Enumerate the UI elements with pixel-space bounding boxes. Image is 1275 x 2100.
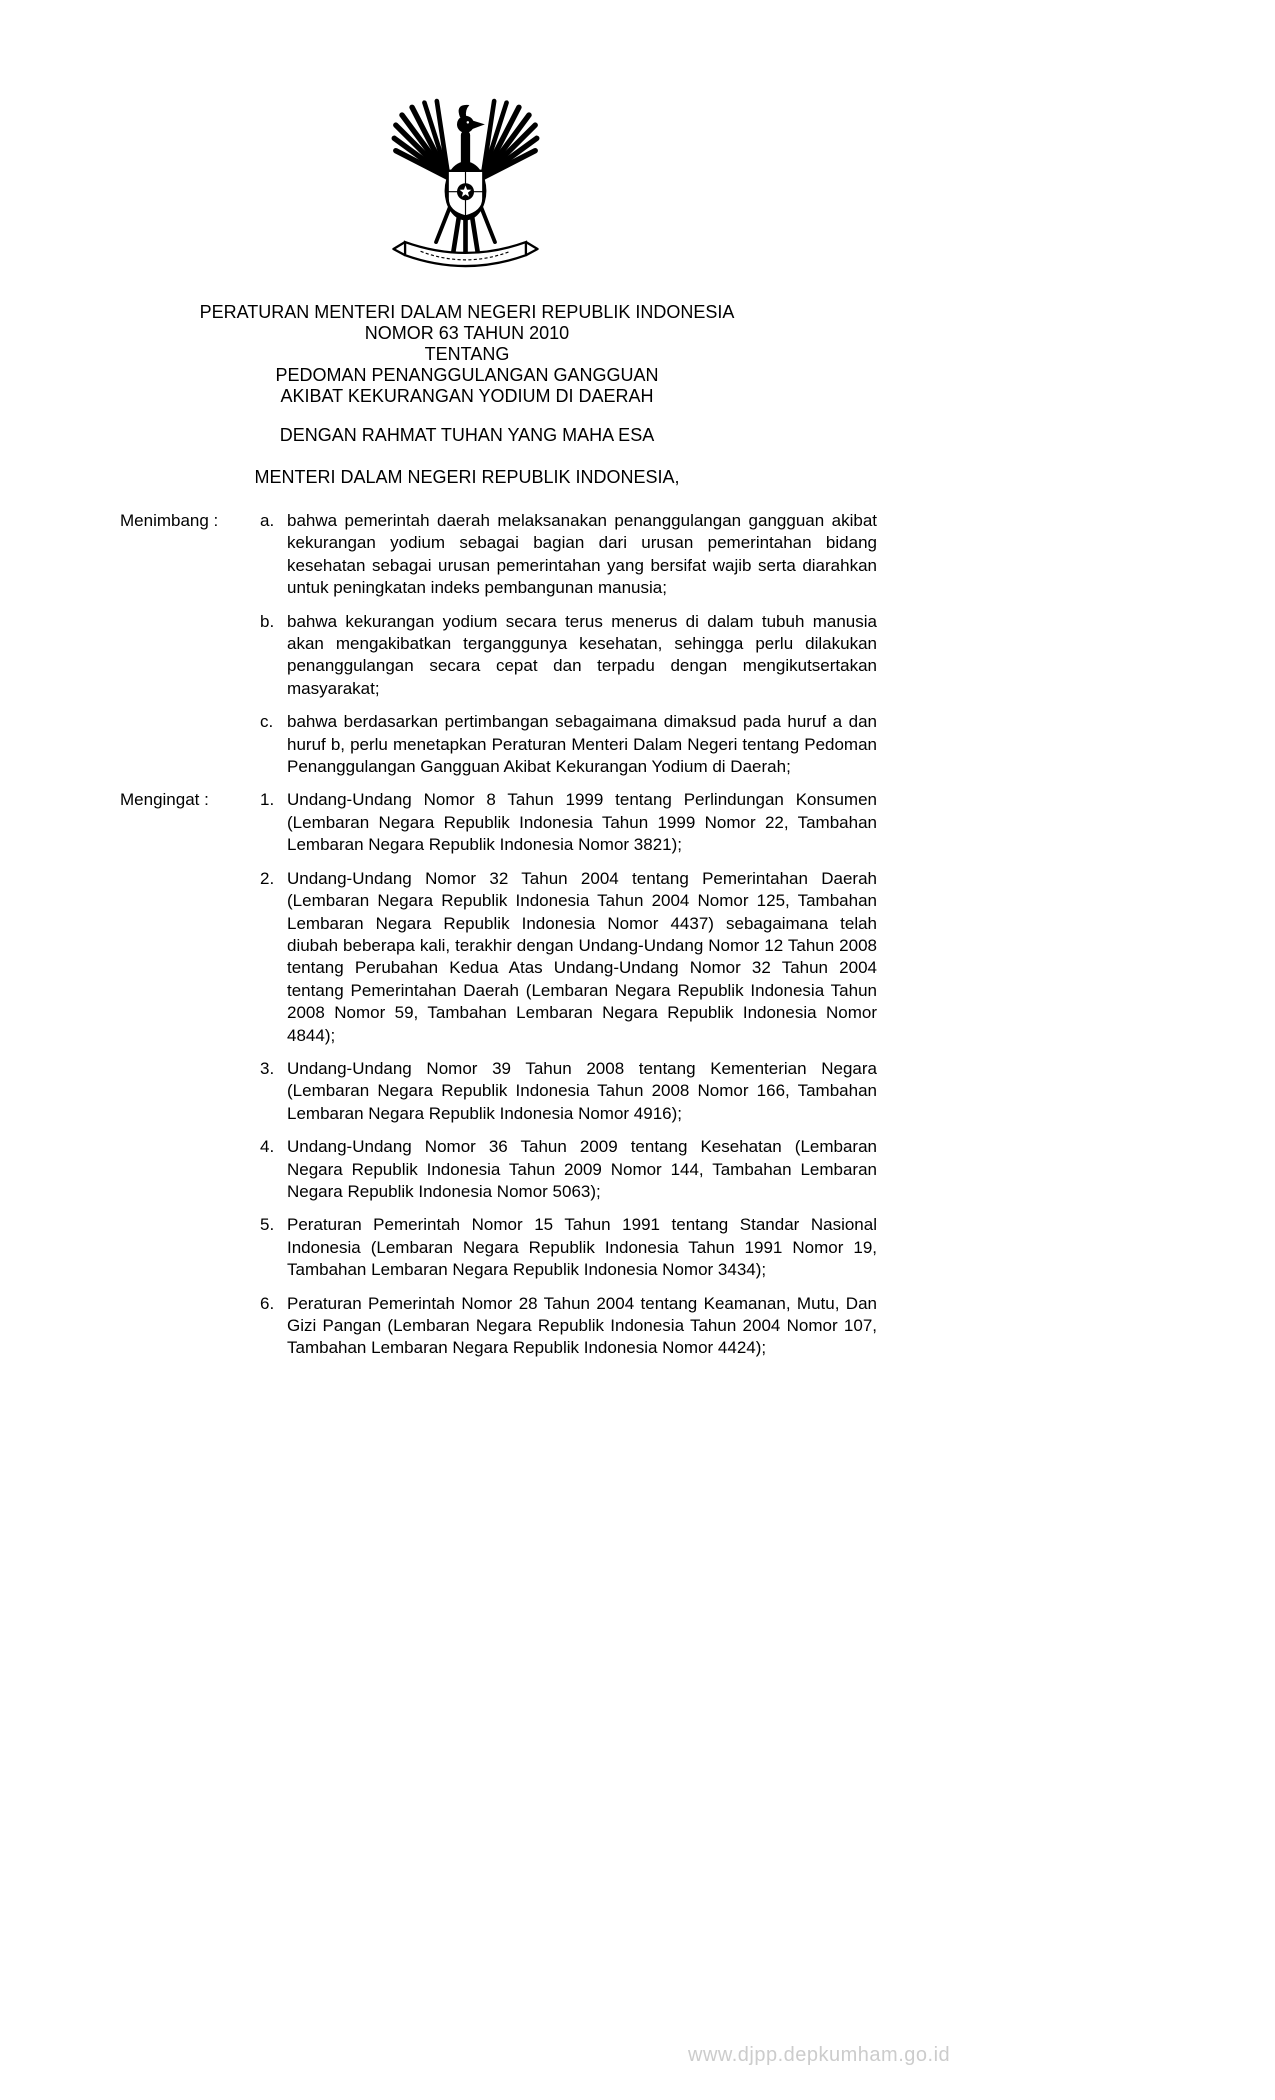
item-marker: c. (260, 712, 274, 732)
item-text: bahwa berdasarkan pertimbangan sebagaimana dimaksud pada huruf a dan huruf b, perlu menetapkan Peraturan Menteri Dalam Negeri tentang Pedoman Penanggulangan Gangguan Akibat Kekurangan Yodium di Daerah; (287, 712, 877, 777)
garuda-pancasila-icon (388, 98, 543, 280)
item-marker: b. (260, 611, 275, 631)
mengingat-item-2 (260, 868, 877, 1047)
title-line: PEDOMAN PENANGGULANGAN GANGGUAN (275, 365, 659, 385)
menimbang-label: Menimbang : (120, 511, 219, 530)
mengingat-item-4 (260, 1136, 877, 1203)
authority-line: MENTERI DALAM NEGERI REPUBLIK INDONESIA, (254, 467, 680, 487)
item-text: bahwa pemerintah daerah melaksanakan penanggulangan gangguan akibat kekurangan yodium sebagai bagian dari urusan pemerintahan bidang kesehatan sebagai urusan pemerintahan yang bersifat wajib serta diarahkan untuk peningkatan indeks pembangunan manusia; (287, 511, 877, 598)
menimbang-items (260, 510, 877, 778)
mengingat-items (260, 789, 877, 1359)
item-marker: 5. (260, 1215, 275, 1235)
mengingat-section (120, 789, 877, 1359)
garuda-pancasila-emblem (388, 98, 543, 278)
menimbang-item-b (260, 611, 877, 701)
item-marker: 4. (260, 1137, 275, 1157)
item-text: Undang-Undang Nomor 39 Tahun 2008 tentang Kementerian Negara (Lembaran Negara Republik Indonesia Tahun 2008 Nomor 166, Tambahan Lembaran Negara Republik Indonesia Nomor 4916); (287, 1058, 877, 1123)
item-text: Peraturan Pemerintah Nomor 15 Tahun 1991 tentang Standar Nasional Indonesia (Lembaran Negara Republik Indonesia Tahun 1991 Nomor 19, Tambahan Lembaran Negara Republik Indonesia Nomor 3434); (287, 1215, 877, 1280)
mengingat-label: Mengingat : (120, 790, 209, 810)
item-marker: 1. (260, 790, 275, 810)
item-text: Undang-Undang Nomor 32 Tahun 2004 tentang Pemerintahan Daerah (Lembaran Negara Republik Indonesia Tahun 2004 Nomor 125, Tambahan Lembaran Negara Republik Indonesia Nomor 4437) sebagaimana telah diubah beberapa kali, terakhir dengan Undang-Undang Nomor 12 Tahun 2008 tentang Perubahan Kedua Atas Undang-Undang Nomor 32 Tahun 2004 tentang Pemerintahan Daerah (Lembaran Negara Republik Indonesia Tahun 2008 Nomor 59, Tambahan Lembaran Negara Republik Indonesia Nomor 4844); (287, 868, 877, 1045)
item-text: Peraturan Pemerintah Nomor 28 Tahun 2004 tentang Keamanan, Mutu, Dan Gizi Pangan (Lembaran Negara Republik Indonesia Tahun 2004 Nomor 107, Tambahan Lembaran Negara Republik Indonesia Nomor 4424); (287, 1293, 877, 1358)
item-text: Undang-Undang Nomor 36 Tahun 2009 tentang Kesehatan (Lembaran Negara Republik Indonesia Tahun 2009 Nomor 144, Tambahan Lembaran Negara Republik Indonesia Nomor 5063); (287, 1137, 877, 1201)
item-marker: 2. (260, 868, 275, 888)
menimbang-section (120, 510, 877, 778)
mengingat-item-3 (260, 1058, 877, 1125)
item-marker: 6. (260, 1293, 275, 1313)
item-text: bahwa kekurangan yodium secara terus menerus di dalam tubuh manusia akan mengakibatkan terganggunya kesehatan, sehingga perlu dilakukan penanggulangan secara cepat dan terpadu dengan mengikutsertakan masyarakat; (287, 611, 877, 698)
title-line: AKIBAT KEKURANGAN YODIUM DI DAERAH (280, 386, 654, 406)
watermark-url: www.djpp.depkumham.go.id (688, 2044, 951, 2066)
title-line: NOMOR 63 TAHUN 2010 (364, 323, 570, 343)
grace-line: DENGAN RAHMAT TUHAN YANG MAHA ESA (279, 425, 655, 445)
menimbang-item-c (260, 711, 877, 778)
item-marker: 3. (260, 1058, 275, 1078)
item-marker: a. (260, 511, 275, 530)
document-title-block (117, 302, 817, 488)
mengingat-item-6 (260, 1293, 877, 1360)
title-line: TENTANG (424, 344, 510, 364)
document-body (120, 510, 877, 1360)
mengingat-item-5 (260, 1214, 877, 1281)
mengingat-item-1 (260, 789, 877, 856)
menimbang-item-a (260, 510, 877, 600)
item-text: Undang-Undang Nomor 8 Tahun 1999 tentang Perlindungan Konsumen (Lembaran Negara Republik Indonesia Tahun 1999 Nomor 22, Tambahan Lembaran Negara Republik Indonesia Nomor 3821); (287, 790, 877, 855)
title-line: PERATURAN MENTERI DALAM NEGERI REPUBLIK INDONESIA (199, 302, 735, 322)
